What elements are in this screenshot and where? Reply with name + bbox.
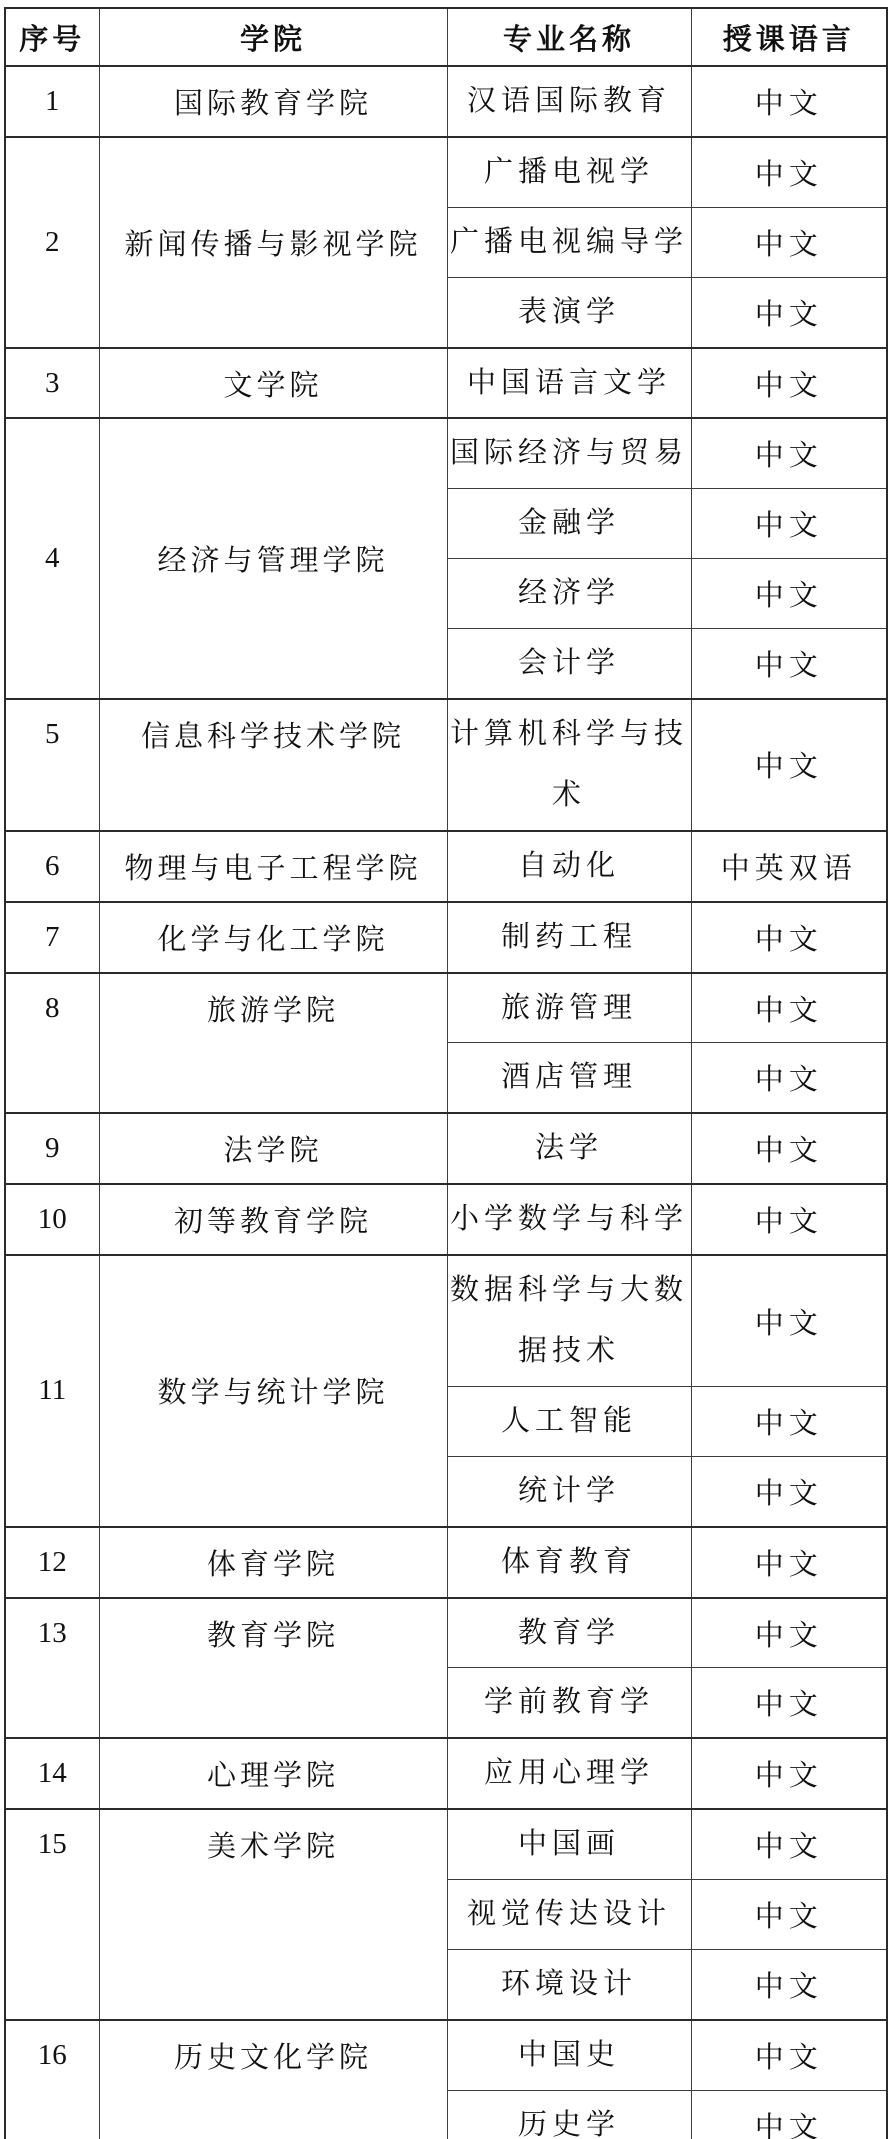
major-name-cell: 计算机科学与技术	[447, 699, 691, 831]
college-cell	[99, 699, 447, 831]
major-name-cell: 环境设计	[447, 1950, 691, 2020]
header-cell-major: 专业名称	[447, 8, 691, 66]
major-name-cell: 中国语言文学	[447, 348, 691, 419]
college-label: 旅游学院	[206, 994, 339, 1027]
seq-cell: 4	[5, 418, 99, 699]
college-label: 美术学院	[206, 1831, 339, 1864]
major-name-cell: 旅游管理	[447, 973, 691, 1043]
language-cell: 中文	[691, 1738, 887, 1809]
college-cell: 心理学院	[99, 1738, 447, 1809]
language-cell: 中英双语	[691, 831, 887, 902]
major-name-cell: 历史学	[447, 2090, 691, 2139]
table-row	[5, 66, 887, 137]
college-cell: 法学院	[99, 1113, 447, 1184]
major-name-cell: 汉语国际教育	[447, 66, 691, 137]
language-cell: 中文	[691, 1043, 887, 1113]
seq-cell: 12	[5, 1527, 99, 1598]
header-row	[5, 8, 887, 66]
seq-cell	[5, 973, 99, 1114]
seq-label: 13	[37, 1616, 67, 1649]
language-cell: 中文	[691, 1950, 887, 2020]
major-name-cell: 人工智能	[447, 1386, 691, 1456]
language-cell: 中文	[691, 418, 887, 488]
college-cell	[99, 1598, 447, 1739]
seq-cell: 2	[5, 137, 99, 348]
language-cell: 中文	[691, 1880, 887, 1950]
college-cell: 国际教育学院	[99, 66, 447, 137]
college-cell: 数学与统计学院	[99, 1255, 447, 1527]
table-row	[5, 973, 887, 1043]
table-row	[5, 1113, 887, 1184]
major-name-cell: 自动化	[447, 831, 691, 902]
language-cell: 中文	[691, 1456, 887, 1526]
major-name-cell: 酒店管理	[447, 1043, 691, 1113]
seq-cell	[5, 1809, 99, 2020]
seq-label: 5	[45, 718, 60, 751]
admission-programs-table	[4, 7, 888, 2139]
college-label: 信息科学技术学院	[140, 721, 405, 754]
table-row	[5, 1809, 887, 1879]
language-cell: 中文	[691, 2020, 887, 2090]
table-row	[5, 1255, 887, 1386]
major-name-cell: 制药工程	[447, 902, 691, 973]
college-cell: 初等教育学院	[99, 1184, 447, 1255]
language-cell: 中文	[691, 1113, 887, 1184]
seq-cell: 1	[5, 66, 99, 137]
language-cell: 中文	[691, 1184, 887, 1255]
table-row	[5, 418, 887, 488]
major-name-cell: 中国画	[447, 1809, 691, 1879]
college-cell: 经济与管理学院	[99, 418, 447, 699]
college-cell: 物理与电子工程学院	[99, 831, 447, 902]
header-cell-college: 学院	[99, 8, 447, 66]
table-row	[5, 1184, 887, 1255]
major-name-cell: 学前教育学	[447, 1668, 691, 1738]
language-cell: 中文	[691, 1386, 887, 1456]
major-name-cell: 数据科学与大数据技术	[447, 1255, 691, 1386]
language-cell: 中文	[691, 1527, 887, 1598]
seq-cell: 11	[5, 1255, 99, 1527]
major-name-cell: 广播电视学	[447, 137, 691, 207]
table-row	[5, 1738, 887, 1809]
language-cell: 中文	[691, 1598, 887, 1668]
language-cell: 中文	[691, 973, 887, 1043]
seq-cell: 7	[5, 902, 99, 973]
college-cell	[99, 2020, 447, 2139]
seq-label: 15	[37, 1828, 67, 1861]
language-cell: 中文	[691, 489, 887, 559]
major-name-cell: 视觉传达设计	[447, 1880, 691, 1950]
major-name-cell: 金融学	[447, 489, 691, 559]
major-name-cell: 经济学	[447, 559, 691, 629]
seq-cell	[5, 699, 99, 831]
major-name-cell: 统计学	[447, 1456, 691, 1526]
major-name-cell: 中国史	[447, 2020, 691, 2090]
table-row	[5, 831, 887, 902]
language-cell: 中文	[691, 629, 887, 699]
language-cell: 中文	[691, 559, 887, 629]
language-cell: 中文	[691, 1255, 887, 1386]
major-name-cell: 小学数学与科学	[447, 1184, 691, 1255]
language-cell: 中文	[691, 348, 887, 419]
language-cell: 中文	[691, 902, 887, 973]
major-name-cell: 广播电视编导学	[447, 207, 691, 277]
college-label: 教育学院	[206, 1619, 339, 1652]
major-name-cell: 教育学	[447, 1598, 691, 1668]
table-row	[5, 137, 887, 207]
table-row	[5, 348, 887, 419]
college-cell: 体育学院	[99, 1527, 447, 1598]
table-body	[5, 66, 887, 2139]
table-row	[5, 1527, 887, 1598]
language-cell: 中文	[691, 66, 887, 137]
table-row	[5, 699, 887, 831]
table-row	[5, 902, 887, 973]
major-name-cell: 法学	[447, 1113, 691, 1184]
language-cell: 中文	[691, 2090, 887, 2139]
major-name-cell: 表演学	[447, 277, 691, 347]
language-cell: 中文	[691, 1809, 887, 1879]
major-name-cell: 会计学	[447, 629, 691, 699]
seq-cell: 3	[5, 348, 99, 419]
seq-label: 16	[37, 2038, 67, 2071]
header-cell-language: 授课语言	[691, 8, 887, 66]
table-row	[5, 2020, 887, 2090]
college-cell: 化学与化工学院	[99, 902, 447, 973]
language-cell: 中文	[691, 1668, 887, 1738]
seq-cell: 10	[5, 1184, 99, 1255]
college-cell: 新闻传播与影视学院	[99, 137, 447, 348]
college-cell	[99, 1809, 447, 2020]
header-cell-seq: 序号	[5, 8, 99, 66]
seq-cell: 14	[5, 1738, 99, 1809]
seq-cell: 9	[5, 1113, 99, 1184]
seq-cell: 6	[5, 831, 99, 902]
language-cell: 中文	[691, 207, 887, 277]
college-cell	[99, 973, 447, 1114]
major-name-cell: 体育教育	[447, 1527, 691, 1598]
college-label: 历史文化学院	[173, 2041, 372, 2074]
major-name-cell: 国际经济与贸易	[447, 418, 691, 488]
college-cell: 文学院	[99, 348, 447, 419]
seq-cell	[5, 2020, 99, 2139]
seq-label: 8	[45, 991, 60, 1024]
major-name-cell: 应用心理学	[447, 1738, 691, 1809]
language-cell: 中文	[691, 137, 887, 207]
language-cell: 中文	[691, 699, 887, 831]
table-row	[5, 1598, 887, 1668]
language-cell: 中文	[691, 277, 887, 347]
seq-cell	[5, 1598, 99, 1739]
